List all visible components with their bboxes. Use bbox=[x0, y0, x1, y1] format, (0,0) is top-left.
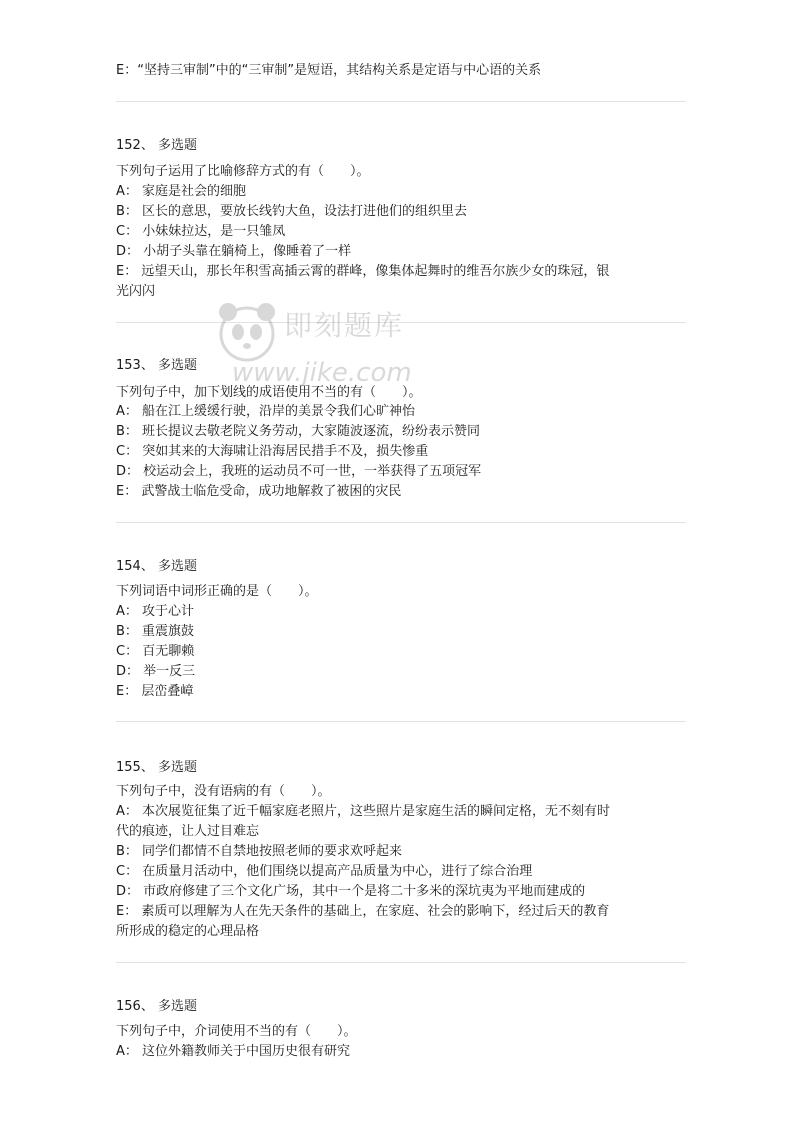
question-stem-155: 下列句子中，没有语病的有（ ）。 bbox=[116, 784, 331, 799]
watermark bbox=[212, 296, 442, 396]
option-d-153: D： 校运动会上，我班的运动员不可一世，一举获得了五项冠军 bbox=[116, 464, 482, 479]
divider bbox=[116, 721, 686, 722]
option-e-155: E： 素质可以理解为人在先天条件的基础上，在家庭、社会的影响下，经过后天的教育 bbox=[116, 904, 610, 919]
question-stem-153: 下列句子中，加下划线的成语使用不当的有（ ）。 bbox=[116, 385, 422, 400]
option-a-152: A： 家庭是社会的细胞 bbox=[116, 184, 247, 199]
option-d-152: D： 小胡子头靠在躺椅上，像睡着了一样 bbox=[116, 244, 352, 259]
question-header-152: 152、 多选题 bbox=[116, 138, 197, 153]
divider bbox=[116, 962, 686, 963]
watermark-brand: 即刻题库 bbox=[284, 309, 405, 342]
option-c-155: C： 在质量月活动中，他们围绕以提高产品质量为中心，进行了综合治理 bbox=[116, 864, 533, 879]
question-stem-156: 下列句子中，介词使用不当的有（ ）。 bbox=[116, 1024, 357, 1039]
question-stem-152: 下列句子运用了比喻修辞方式的有（ ）。 bbox=[116, 164, 370, 179]
option-c-154: C： 百无聊赖 bbox=[116, 644, 195, 659]
question-header-154: 154、 多选题 bbox=[116, 559, 197, 574]
watermark-url: www.jike.com bbox=[232, 358, 412, 388]
option-a-153: A： 船在江上缓缓行驶，沿岸的美景令我们心旷神怡 bbox=[116, 404, 416, 419]
option-a-155-cont: 代的痕迹，让人过目难忘 bbox=[116, 824, 260, 839]
divider bbox=[116, 101, 686, 102]
question-header-153: 153、 多选题 bbox=[116, 358, 197, 373]
question-header-155: 155、 多选题 bbox=[116, 760, 197, 775]
option-e-153: E： 武警战士临危受命，成功地解救了被困的灾民 bbox=[116, 484, 402, 499]
option-e-152: E： 远望天山，那长年积雪高插云霄的群峰，像集体起舞时的维吾尔族少女的珠冠，银 bbox=[116, 264, 610, 279]
divider bbox=[116, 322, 686, 323]
prev-option-e: E：“坚持三审制”中的“三审制”是短语，其结构关系是定语与中心语的关系 bbox=[116, 63, 542, 78]
option-e-154: E： 层峦叠嶂 bbox=[116, 684, 194, 699]
option-b-153: B： 班长提议去敬老院义务劳动，大家随波逐流，纷纷表示赞同 bbox=[116, 424, 481, 439]
option-a-154: A： 攻于心计 bbox=[116, 604, 195, 619]
option-a-155: A： 本次展览征集了近千幅家庭老照片，这些照片是家庭生活的瞬间定格，无不刻有时 bbox=[116, 804, 611, 819]
divider bbox=[116, 522, 686, 523]
option-c-152: C： 小妹妹拉达，是一只雏凤 bbox=[116, 224, 286, 239]
option-b-154: B： 重震旗鼓 bbox=[116, 624, 195, 639]
question-stem-154: 下列词语中词形正确的是（ ）。 bbox=[116, 584, 318, 599]
option-e-155-cont: 所形成的稳定的心理品格 bbox=[116, 924, 260, 939]
option-d-155: D： 市政府修建了三个文化广场，其中一个是将二十多米的深坑夷为平地而建成的 bbox=[116, 884, 586, 899]
question-header-156: 156、 多选题 bbox=[116, 999, 197, 1014]
option-e-152-cont: 光闪闪 bbox=[116, 284, 156, 299]
option-b-155: B： 同学们都情不自禁地按照老师的要求欢呼起来 bbox=[116, 844, 403, 859]
option-d-154: D： 举一反三 bbox=[116, 664, 196, 679]
option-a-156: A： 这位外籍教师关于中国历史很有研究 bbox=[116, 1044, 351, 1059]
option-b-152: B： 区长的意思，要放长线钓大鱼，设法打进他们的组织里去 bbox=[116, 204, 468, 219]
option-c-153: C： 突如其来的大海啸让沿海居民措手不及，损失惨重 bbox=[116, 444, 429, 459]
